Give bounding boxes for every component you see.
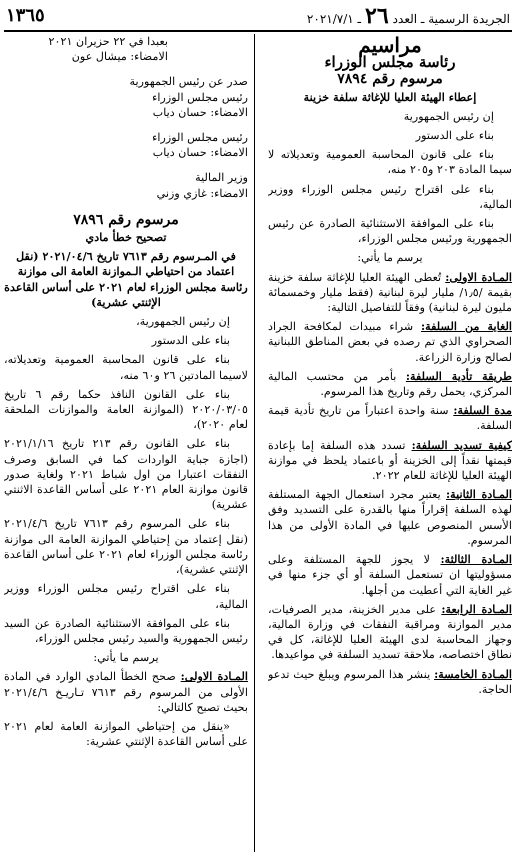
clause-term <box>268 403 512 433</box>
quoted-text: «ينقل من إحتياطي الموازنة العامة لعام ٢٠٢١ على أساس القاعدة الإثنتي عشرية: <box>4 719 248 749</box>
article-text: صحح الخطأ المادي الوارد في المادة الأولى من المرسوم رقم ٧٦١٣ تـاريـخ ٢٠٢١/٤/٦ بحيث تصبح كالتالي: <box>4 670 248 714</box>
clause-label: مدة السلفة: <box>453 403 512 418</box>
preamble-para: بناء على اقتراح رئيس مجلس الوزراء ووزير المالية، <box>268 182 512 211</box>
article-label: المـادة الرابعة: <box>441 601 512 616</box>
article-1 <box>4 669 248 715</box>
article-5 <box>268 667 512 697</box>
decrees-line: يرسم ما يأتي: <box>357 251 423 265</box>
issued-by: صدر عن رئيس الجمهورية <box>129 75 248 89</box>
decree-description: في المـرسوم رقم ٧٦١٣ تاريخ ٢٠٢١/٠٤/٦ (نقل اعتماد من احتياطي الـموازنة العامة الى موازنة رئاسة مجلس الوزراء لعام ٢٠٢١ على أساس القاعدة الإثنتي عشرية) <box>4 249 248 309</box>
signature-line: الامضاء: حسان دياب <box>152 146 248 160</box>
page-number: ١٣٦٥ <box>6 5 45 26</box>
article-3 <box>268 552 512 598</box>
article-1 <box>268 270 512 316</box>
signatory-title: رئيس مجلس الوزراء <box>152 131 248 145</box>
decree-subject: تصحيح خطأ مادي <box>85 230 167 245</box>
gazette-masthead <box>306 3 510 29</box>
decree-subject: إعطاء الهيئة العليا للإغاثة سلفة خزينة <box>303 89 477 104</box>
signature-line: الامضاء: حسان دياب <box>152 105 248 119</box>
preamble-para: بناء على القانون النافذ حكما رقم ٦ تاريخ ٢٠٢٠/٠٣/٠٥ (الموازنة العامة والموازنات الملحقة لعام ٢٠٢٠)، <box>4 387 248 432</box>
place-date: بعبدا في ٢٢ حزيران ٢٠٢١ <box>48 35 168 48</box>
clause-label: الغاية من السلفة: <box>421 319 512 334</box>
signatory-title: وزير المالية <box>195 171 248 185</box>
clause-method <box>268 369 512 399</box>
clause-text: سنة واحدة اعتباراً من تاريخ تأدية قيمة السلفة. <box>268 404 512 433</box>
issue-date: ـ ٢٠٢١/٧/١ <box>306 12 362 26</box>
preamble-para: بناء على قانون المحاسبة العمومية وتعديلاته لا سيما المادة ٢٠٣ و٢٠٥ منه، <box>268 148 512 177</box>
article-4 <box>268 602 512 663</box>
article-text: ينشر هذا المرسوم ويبلغ حيث تدعو الحاجة. <box>268 667 512 696</box>
preamble-para: بناء على المرسوم رقم ٧٦١٣ تاريخ ٢٠٢١/٤/٦ (نقل إعتماد من إحتياطي الموازنة العامة الى موازنة رئاسة مجلس الوزراء لعام ٢٠٢١ على أساس القاعدة الإثنتي عشرية)، <box>4 517 248 577</box>
authority-title: رئاسة مجلس الوزراء <box>324 53 456 72</box>
article-label: المـادة الثالثة: <box>440 552 512 567</box>
decree-number: مرسوم رقم ٧٨٩٦ <box>73 211 179 228</box>
page-header <box>6 3 510 29</box>
article-label: المـادة الاولى: <box>180 669 248 684</box>
article-text: على مدير الخزينة، مدير الصرفيات، مدير الموازنة ومراقبة النفقات في وزارة المالية، وجهاز المحاسبة لدى الهيئة العليا للإغاثة، كل في نطاق اختصاصه، ملاحقة تسديد السلفة في مواعيدها. <box>268 602 512 662</box>
preamble-president: إن رئيس الجمهورية، <box>136 315 230 329</box>
right-column <box>268 34 512 852</box>
article-label: المـادة الاولى: <box>445 269 512 284</box>
signature-line: الامضاء: غازي وزني <box>156 186 248 200</box>
preamble-para: بناء على اقتراح رئيس مجلس الوزراء ووزير المالية، <box>4 582 248 611</box>
article-text: يعتبر مجرد استعمال الجهة المستلفة لهذه السلفة إقراراً منها بالقدرة على التسديد وفق الأسس المنصوص عليها في المادة الأولى من هذا المرسوم. <box>268 488 512 547</box>
column-divider <box>254 34 255 852</box>
preamble-president: إن رئيس الجمهورية <box>403 109 494 123</box>
gazette-name: الجريدة الرسمية ـ العدد <box>392 12 510 26</box>
left-column <box>4 34 248 852</box>
preamble-para: بناء على الدستور <box>415 129 494 143</box>
article-text: تُعطى الهيئة العليا للإغاثة سلفة خزينة بقيمة /١٫٥/ مليار ليرة لبنانية (فقط مليار وخمسمائة مليون ليرة لبنانية) وفقاً للتفاصيل التالية: <box>268 270 512 315</box>
preamble-para: بناء على الدستور <box>151 334 230 348</box>
article-2 <box>268 487 512 548</box>
issue-number: ٢٦ <box>365 3 389 29</box>
clause-label: طريقة تأدية السلفة: <box>405 368 512 383</box>
preamble-para: بناء على الموافقة الاستثنائية الصادرة عن رئيس الجمهورية ورئيس مجلس الوزراء، <box>268 217 512 246</box>
clause-goal <box>268 319 512 365</box>
clause-text: بأمر من محتسب المالية المركزي، يحمل رقم وتاريخ هذا المرسوم. <box>268 369 512 399</box>
clause-label: كيفية تسديد السلفة: <box>411 437 512 452</box>
clause-text: تسدد هذه السلفة إما بإعادة قيمتها نقداً إلى الخزينة أو باعتماد يلحظ في موازنة الهيئة العليا للإغاثة للعام ٢٠٢٢. <box>268 438 512 483</box>
signatory-title: رئيس مجلس الوزراء <box>152 90 248 104</box>
signature-block <box>4 34 248 201</box>
header-rule <box>4 30 512 32</box>
section-title: مراسيم <box>358 34 422 57</box>
clause-text: شراء مبيدات لمكافحة الجراد الصحراوي الذي تم رصده في بعض المناطق اللبنانية لصالح وزارة الزراعة. <box>268 320 512 364</box>
signature-line: الامضاء: ميشال عون <box>71 50 168 64</box>
clause-repay <box>268 438 512 484</box>
article-label: المـادة الثانية: <box>445 487 512 502</box>
article-label: المـادة الخامسة: <box>434 666 512 681</box>
preamble-para: بناء على الموافقة الاستثنائية الصادرة عن السيد رئيس الجمهورية والسيد رئيس مجلس الوزراء، <box>4 616 248 645</box>
decrees-line: يرسم ما يأتي: <box>93 651 159 665</box>
preamble-para: بناء على قانون المحاسبة العمومية وتعديلاته، لاسيما المادتين ٢٦ و٦٠ منه، <box>4 353 248 382</box>
preamble-para: بناء على القانون رقم ٢١٣ تاريخ ٢٠٢١/١/١٦ (اجازة جباية الواردات كما في السابق وصرف النفقات اعتبارا من اول شباط ٢٠٢١ ولغاية صدور قانون موازنة العام ٢٠٢١ على أساس القاعدة الاثنتي عشرية) <box>4 437 248 512</box>
decree-number: مرسوم رقم ٧٨٩٤ <box>337 71 443 88</box>
article-text: لا يجوز للجهة المستلفة وعلى مسؤوليتها ان تستعمل السلفة أو أي جزء منها في غير الغاية التي أعطيت من أجلها. <box>268 553 512 597</box>
